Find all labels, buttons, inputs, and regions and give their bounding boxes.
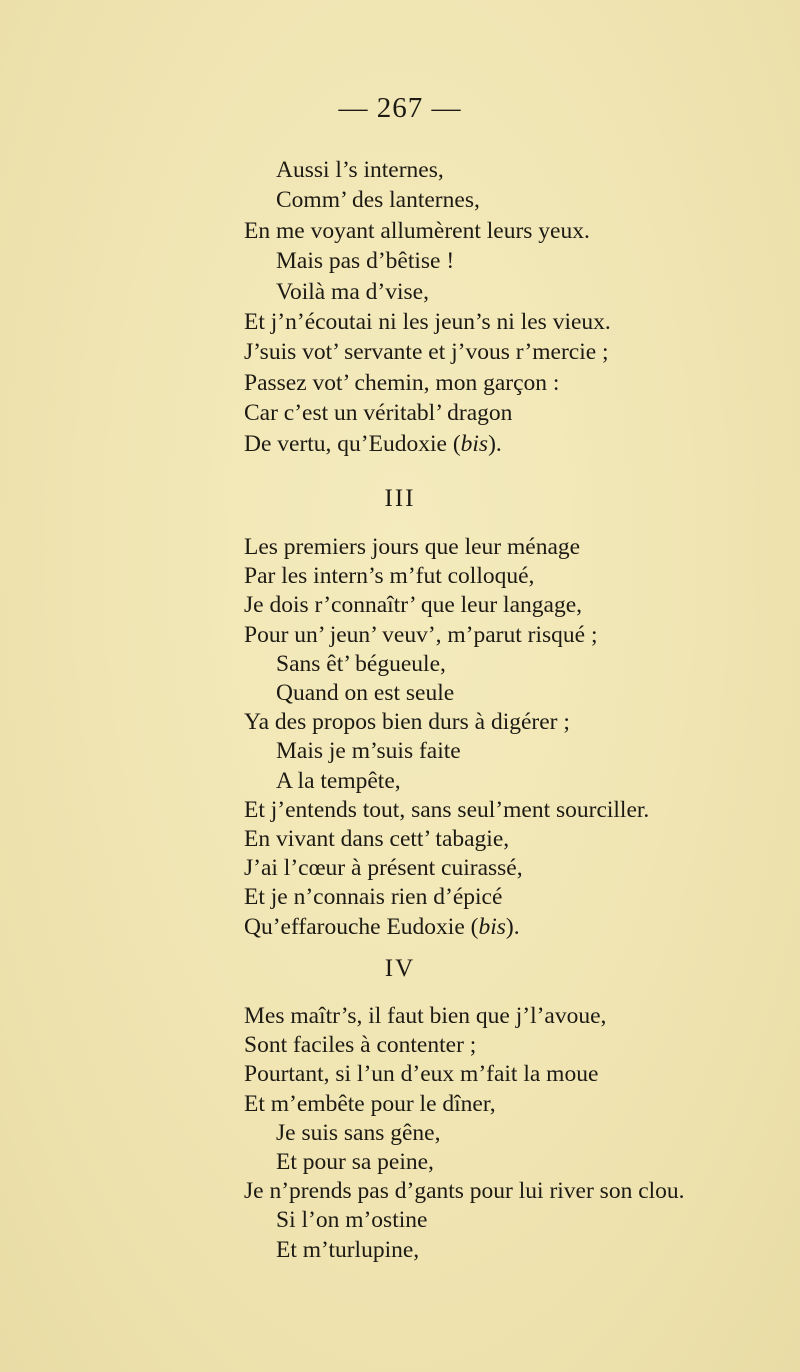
- verse-line: Pourtant, si l’un d’eux m’fait la moue: [244, 1061, 599, 1088]
- verse-line: Et m’embête pour le dîner,: [244, 1090, 496, 1117]
- verse-line: Mais pas d’bêtise !: [276, 248, 455, 275]
- verse-line: Quand on est seule: [276, 680, 455, 706]
- verse-line: A la tempête,: [276, 767, 401, 794]
- verse-line: Les premiers jours que leur ménage: [244, 534, 581, 560]
- verse-line: Car c’est un véritabl’ dragon: [244, 400, 513, 427]
- verse-line: Mes maîtr’s, il faut bien que j’l’avoue,: [244, 1003, 607, 1029]
- verse-line: Sont faciles à contenter ;: [244, 1032, 477, 1059]
- verse-line: En vivant dans cett’ tabagie,: [244, 826, 510, 852]
- verse-line: Je suis sans gêne,: [276, 1119, 441, 1146]
- verse-line: Sans êt’ bégueule,: [276, 650, 446, 677]
- verse-line: J’suis vot’ servante et j’vous r’mercie ;: [244, 339, 609, 366]
- section-heading-iv: IV: [384, 955, 416, 982]
- verse-line: Et m’turlupine,: [276, 1236, 420, 1263]
- verse-line: Et pour sa peine,: [276, 1149, 434, 1175]
- verse-line: En me voyant allumèrent leurs yeux.: [244, 217, 590, 244]
- verse-line: Je n’prends pas d’gants pour lui river son clou.: [244, 1178, 685, 1205]
- verse-line: Mais je m’suis faite: [276, 738, 461, 765]
- verse-line: Qu’effarouche Eudoxie (bis).: [244, 913, 520, 940]
- verse-line: De vertu, qu’Eudoxie (bis).: [244, 430, 502, 457]
- verse-line: Par les intern’s m’fut colloqué,: [244, 563, 535, 590]
- verse-line: Aussi l’s internes,: [276, 157, 444, 183]
- page-number: — 267 —: [338, 92, 462, 124]
- verse-line: Et j’entends tout, sans seul’ment sourciller.: [244, 796, 650, 823]
- verse-line: Passez vot’ chemin, mon garçon :: [244, 369, 560, 396]
- verse-line: Et j’n’écoutai ni les jeun’s ni les vieux.: [244, 309, 611, 335]
- verse-line: Je dois r’connaîtr’ que leur langage,: [244, 592, 583, 619]
- verse-line: Ya des propos bien durs à digérer ;: [244, 709, 570, 736]
- verse-line: Et je n’connais rien d’épicé: [244, 884, 503, 911]
- verse-line: Voilà ma d’vise,: [276, 278, 429, 305]
- section-heading-iii: III: [384, 485, 416, 512]
- verse-line: Si l’on m’ostine: [276, 1207, 428, 1234]
- verse-line: Pour un’ jeun’ veuv’, m’parut risqué ;: [244, 621, 598, 648]
- verse-line: Comm’ des lanternes,: [276, 187, 480, 214]
- verse-line: J’ai l’cœur à présent cuirassé,: [244, 855, 523, 882]
